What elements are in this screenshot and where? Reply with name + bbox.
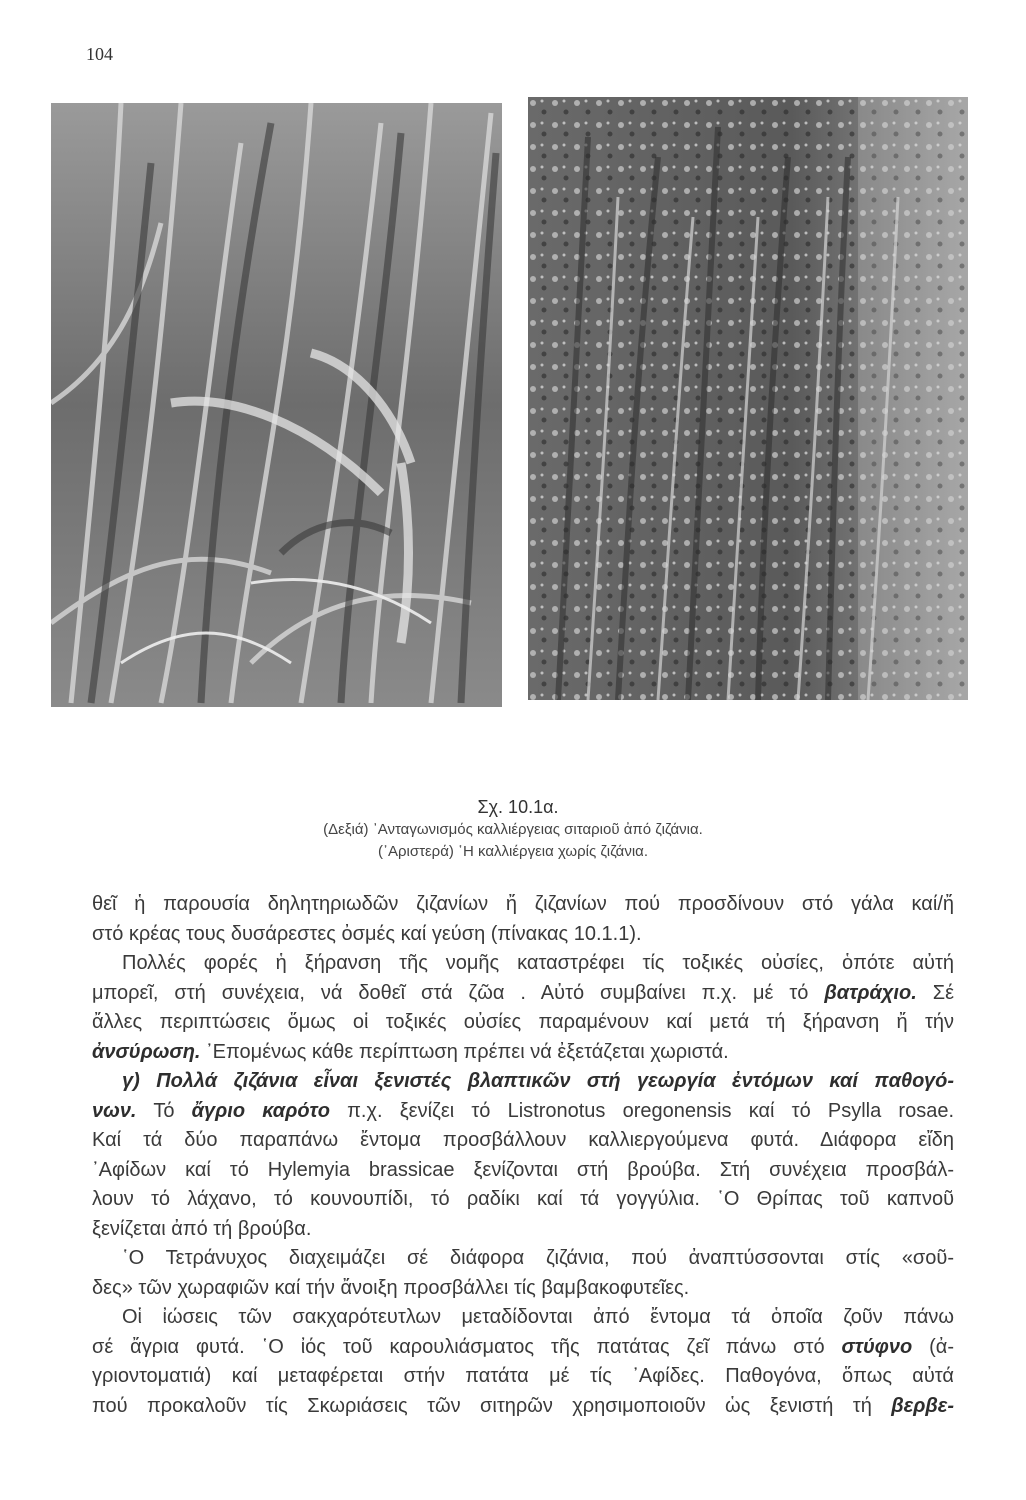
figure-caption: [0, 795, 1026, 863]
caption-right: (Δεξιά) ᾿Ανταγωνισμός καλλιέργειας σιταριοῦ ἀπό ζιζάνια.: [323, 821, 703, 838]
wheat-thistle-photo-image: [51, 103, 502, 707]
text-run: σέ ἄγρια φυτά. ῾Ο ἰός τοῦ καρουλιάσματος τῆς πατάτας ζεῖ πάνω στό: [92, 1335, 842, 1358]
text-line: Καί τά δύο παραπάνω ἔντομα προσβάλλουν καλλιεργούμενα φυτά. Διάφορα εἴδη: [92, 1129, 954, 1151]
term-ververi: βερβε-: [891, 1394, 954, 1417]
text-line: [92, 1097, 954, 1127]
text-line: ᾿Αφίδων καί τό Hylemyia brassicae ξενίζονται στή βρούβα. Στή συνέχεια προσβάλ-: [92, 1158, 954, 1181]
text-line: [92, 1333, 954, 1363]
caption-left: (᾿Αριστερά) ῾Η καλλιέργεια χωρίς ζιζάνια.: [377, 843, 649, 860]
section-heading: γ) Πολλά ζιζάνια εἶναι ξενιστές βλαπτικῶν στή γεωργία ἐντόμων καί παθογό-: [122, 1070, 954, 1092]
term-ansyrosi: ἀνσύρωση.: [92, 1040, 201, 1063]
text-line: δες» τῶν χωραφιῶν καί τήν ἄνοιξη προσβάλλει τίς βαμβακοφυτεῖες.: [92, 1276, 690, 1299]
text-run: Τό: [136, 1099, 192, 1122]
text-line: [92, 1392, 954, 1422]
text-line: ῾Ο Τετράνυχος διαχειμάζει σέ διάφορα ζιζάνια, πού ἀναπτύσσονται στίς «σοῦ-: [122, 1247, 954, 1269]
text-run: ᾿Επομένως κάθε περίπτωση πρέπει νά ἐξετάζεται χωριστά.: [200, 1040, 729, 1063]
text-line: γριοντοματιά) καί μεταφέρεται στήν πατάτα μέ τίς ᾿Αφίδες. Παθογόνα, ὅπως αὐτά: [92, 1365, 954, 1387]
term-batrachio: βατράχιο.: [824, 981, 917, 1004]
wheat-weeds-photo-image: [528, 97, 968, 700]
term-agrio-karoto: ἄγριο καρότο: [191, 1099, 330, 1122]
heading-continuation: νων.: [92, 1099, 137, 1122]
text-run: (ἀ-: [912, 1335, 954, 1358]
text-run: π.χ. ξενίζει τό Listronotus oregonensis καί τό Psylla rosae.: [329, 1099, 954, 1122]
text-line: θεῖ ἡ παρουσία δηλητηριωδῶν ζιζανίων ἤ ζιζανίων πού προσδίνουν στό γάλα καί/ἤ: [92, 893, 954, 915]
page-number: 104: [86, 44, 113, 64]
left-photo: [51, 103, 502, 707]
body-text: [92, 890, 954, 1421]
text-line: ἄλλες περιπτώσεις ὅμως οἱ τοξικές οὐσίες παραμένουν καί μετά τή ξήρανση ἤ τήν: [92, 1011, 954, 1033]
text-line: [92, 1038, 954, 1068]
term-styfno: στύφνο: [841, 1335, 913, 1358]
text-line: Πολλές φορές ἡ ξήρανση τῆς νομῆς καταστρέφει τίς τοξικές οὐσίες, ὁπότε αὐτή: [122, 952, 954, 974]
text-line: στό κρέας τους δυσάρεστες ὀσμές καί γεύση (πίνακας 10.1.1).: [92, 922, 642, 945]
figure-label: Σχ. 10.1α.: [477, 797, 559, 817]
text-run: Σέ: [916, 981, 954, 1004]
text-line: Οἱ ἰώσεις τῶν σακχαρότευτλων μεταδίδονται ἀπό ἔντομα τά ὁποῖα ζοῦν πάνω: [122, 1306, 954, 1328]
text-run: πού προκαλοῦν τίς Σκωριάσεις τῶν σιτηρῶν χρησιμοποιοῦν ὡς ξενιστή τή: [92, 1394, 892, 1417]
text-line: λουν τό λάχανο, τό κουνουπίδι, τό ραδίκι καί τά γογγύλια. ῾Ο Θρίπας τοῦ καπνοῦ: [92, 1188, 954, 1210]
right-photo: [528, 97, 968, 700]
text-line: ξενίζεται ἀπό τή βρούβα.: [92, 1217, 312, 1240]
text-run: μπορεῖ, στή συνέχεια, νά δοθεῖ στά ζῶα . Αὐτό συμβαίνει π.χ. μέ τό: [92, 981, 825, 1004]
text-line: [92, 979, 954, 1009]
